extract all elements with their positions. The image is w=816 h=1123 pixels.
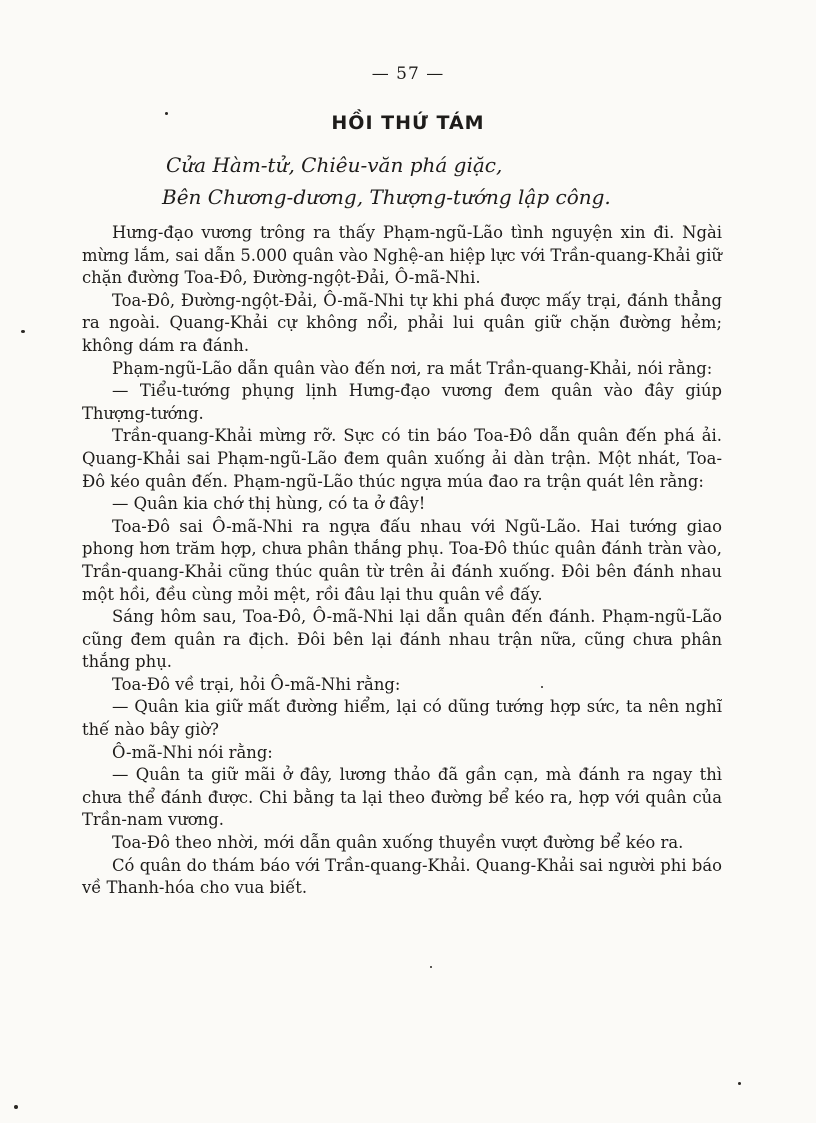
paragraph: Toa-Đô sai Ô-mã-Nhi ra ngựa đấu nhau với Ngũ-Lão. Hai tướng giao phong hơn trăm hợp, chưa phân thắng phụ. Toa-Đô thúc quân đánh tràn vào, Trần-quang-Khải cũng thúc quân từ trên ải đánh xuống. Đôi bên đánh nhau một hồi, đều cùng mỏi mệt, rồi đâu lại thu quân về đấy. [82,516,722,604]
chapter-subtitle-line-1: Cửa Hàm-tử, Chiêu-văn phá giặc, [166,153,503,177]
paragraph: Toa-Đô theo nhời, mới dẫn quân xuống thuyền vượt đường bể kéo ra. [112,833,684,853]
paragraph: Phạm-ngũ-Lão dẫn quân vào đến nơi, ra mắt Trần-quang-Khải, nói rằng: [112,358,713,378]
dialogue-line: — Quân ta giữ mãi ở đây, lương thảo đã gần cạn, mà đánh ra ngay thì chưa thể đánh được. Chi bằng ta lại theo đường bể kéo ra, hợp với quân của Trần-nam vương. [82,765,722,830]
paragraph: Ô-mã-Nhi nói rằng: [112,742,273,762]
paper-speckle [21,330,25,333]
paragraph: Trần-quang-Khải mừng rỡ. Sực có tin báo Toa-Đô dẫn quân đến phá ải. Quang-Khải sai Phạm-ngũ-Lão đem quân xuống ải dàn trận. Một nhát, Toa-Đô kéo quân đến. Phạm-ngũ-Lão thúc ngựa múa đao ra trận quát lên rằng: [82,426,722,491]
body-text [82,222,722,900]
paragraph: Sáng hôm sau, Toa-Đô, Ô-mã-Nhi lại dẫn quân đến đánh. Phạm-ngũ-Lão cũng đem quân ra địch. Đôi bên lại đánh nhau trận nữa, cũng chưa phân thắng phụ. [82,607,722,672]
dialogue-line: — Tiểu-tướng phụng lịnh Hưng-đạo vương đem quân vào đây giúp Thượng-tướng. [82,381,722,423]
chapter-subtitle-line-2: Bên Chương-dương, Thượng-tướng lập công. [162,185,611,209]
chapter-title: HỒI THỨ TÁM [331,112,485,134]
paragraph: Toa-Đô, Đường-ngột-Đải, Ô-mã-Nhi tự khi phá được mấy trại, đánh thẳng ra ngoài. Quang-Khải cự không nổi, phải lui quân giữ chặn đường hẻm; không dám ra đánh. [82,290,722,355]
dialogue-line: — Quân kia giữ mất đường hiểm, lại có dũng tướng hợp sức, ta nên nghĩ thế nào bây giờ? [82,697,722,740]
paper-speckle [541,686,543,688]
paragraph: Có quân do thám báo với Trần-quang-Khải. Quang-Khải sai người phi báo về Thanh-hóa cho vua biết. [82,855,722,898]
paper-speckle [14,1105,18,1109]
paragraph: Hưng-đạo vương trông ra thấy Phạm-ngũ-Lão tình nguyện xin đi. Ngài mừng lắm, sai dẫn 5.000 quân vào Nghệ-an hiệp lực với Trần-quang-Khải giữ chặn đường Toa-Đô, Đường-ngột-Đải, Ô-mã-Nhi. [82,223,722,288]
paragraph: Toa-Đô về trại, hỏi Ô-mã-Nhi rằng: [112,674,401,694]
page-number: — 57 — [371,64,445,84]
paper-speckle [165,112,168,115]
paper-speckle [738,1082,741,1085]
dialogue-line: — Quân kia chớ thị hùng, có ta ở đây! [112,494,426,514]
paper-speckle [430,966,432,968]
